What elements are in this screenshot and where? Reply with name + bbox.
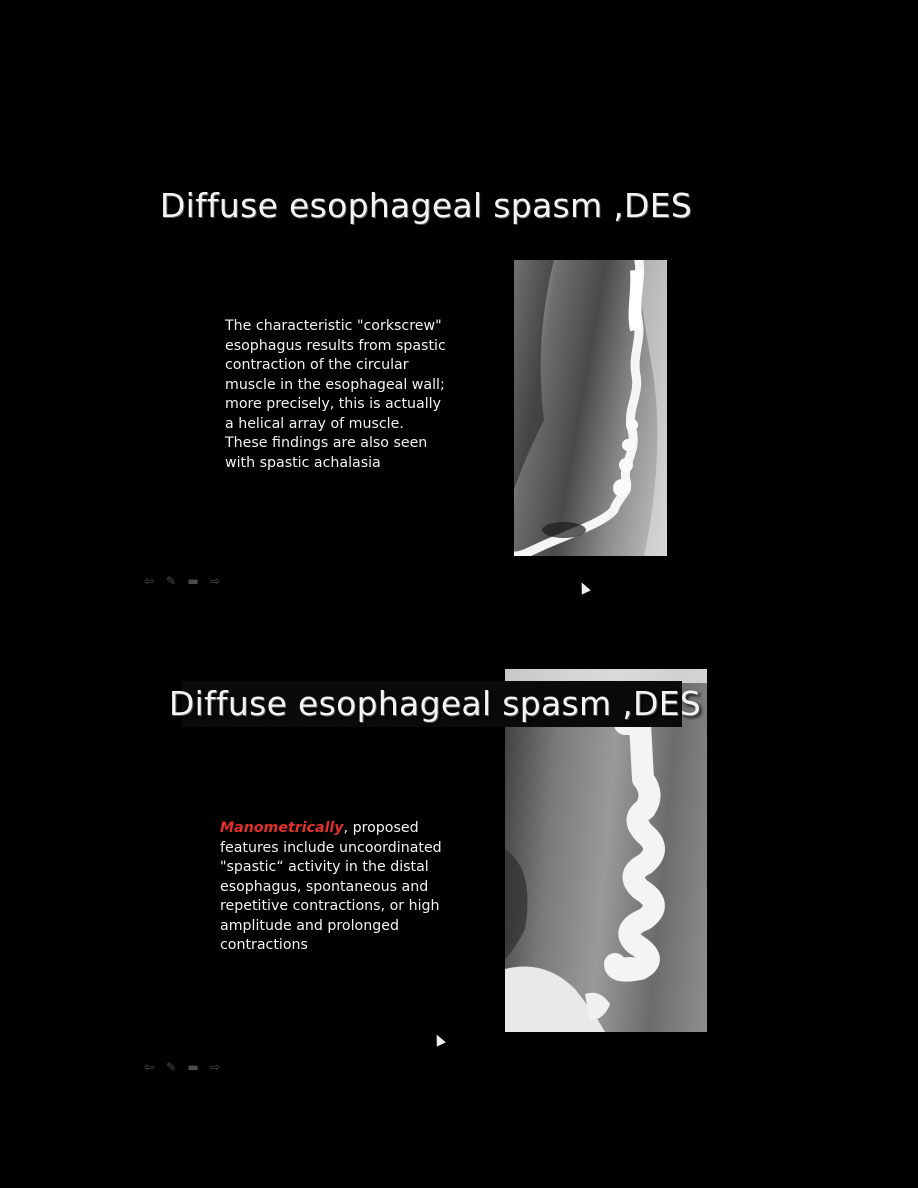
arrow-right-icon[interactable]: ⇨: [209, 1060, 221, 1074]
arrow-left-icon[interactable]: ⇦: [143, 1060, 155, 1074]
pen-icon[interactable]: ✎: [165, 574, 177, 588]
arrow-right-icon[interactable]: ⇨: [209, 574, 221, 588]
slide-icon[interactable]: ▬: [187, 574, 199, 588]
emphasis-word: Manometrically: [220, 820, 344, 836]
slide-body-text: [220, 819, 470, 956]
pen-icon[interactable]: ✎: [165, 1060, 177, 1074]
slide-1: [0, 120, 918, 660]
slide-body-rest: , proposed features include uncoordinated "spastic“ activity in the distal esophagus, spontaneous and repetitive contractions, or high amplitude and prolonged contractions: [220, 820, 442, 953]
arrow-left-icon[interactable]: ⇦: [143, 574, 155, 588]
slide-nav-controls: [142, 574, 222, 588]
slide-nav-controls: [142, 1060, 222, 1074]
slide-title: Diffuse esophageal spasm ,DES: [159, 186, 693, 225]
slide-body-text: The characteristic "corkscrew" esophagus results from spastic contraction of the circular muscle in the esophageal wall; more precisely, this is actually a helical array of muscle. These findings are also seen with spastic achalasia: [225, 318, 446, 471]
slide-2: [0, 630, 918, 1170]
barium-swallow-xray-image: [514, 260, 667, 556]
slide-icon[interactable]: ▬: [187, 1060, 199, 1074]
slide-title: Diffuse esophageal spasm ,DES: [168, 684, 702, 723]
